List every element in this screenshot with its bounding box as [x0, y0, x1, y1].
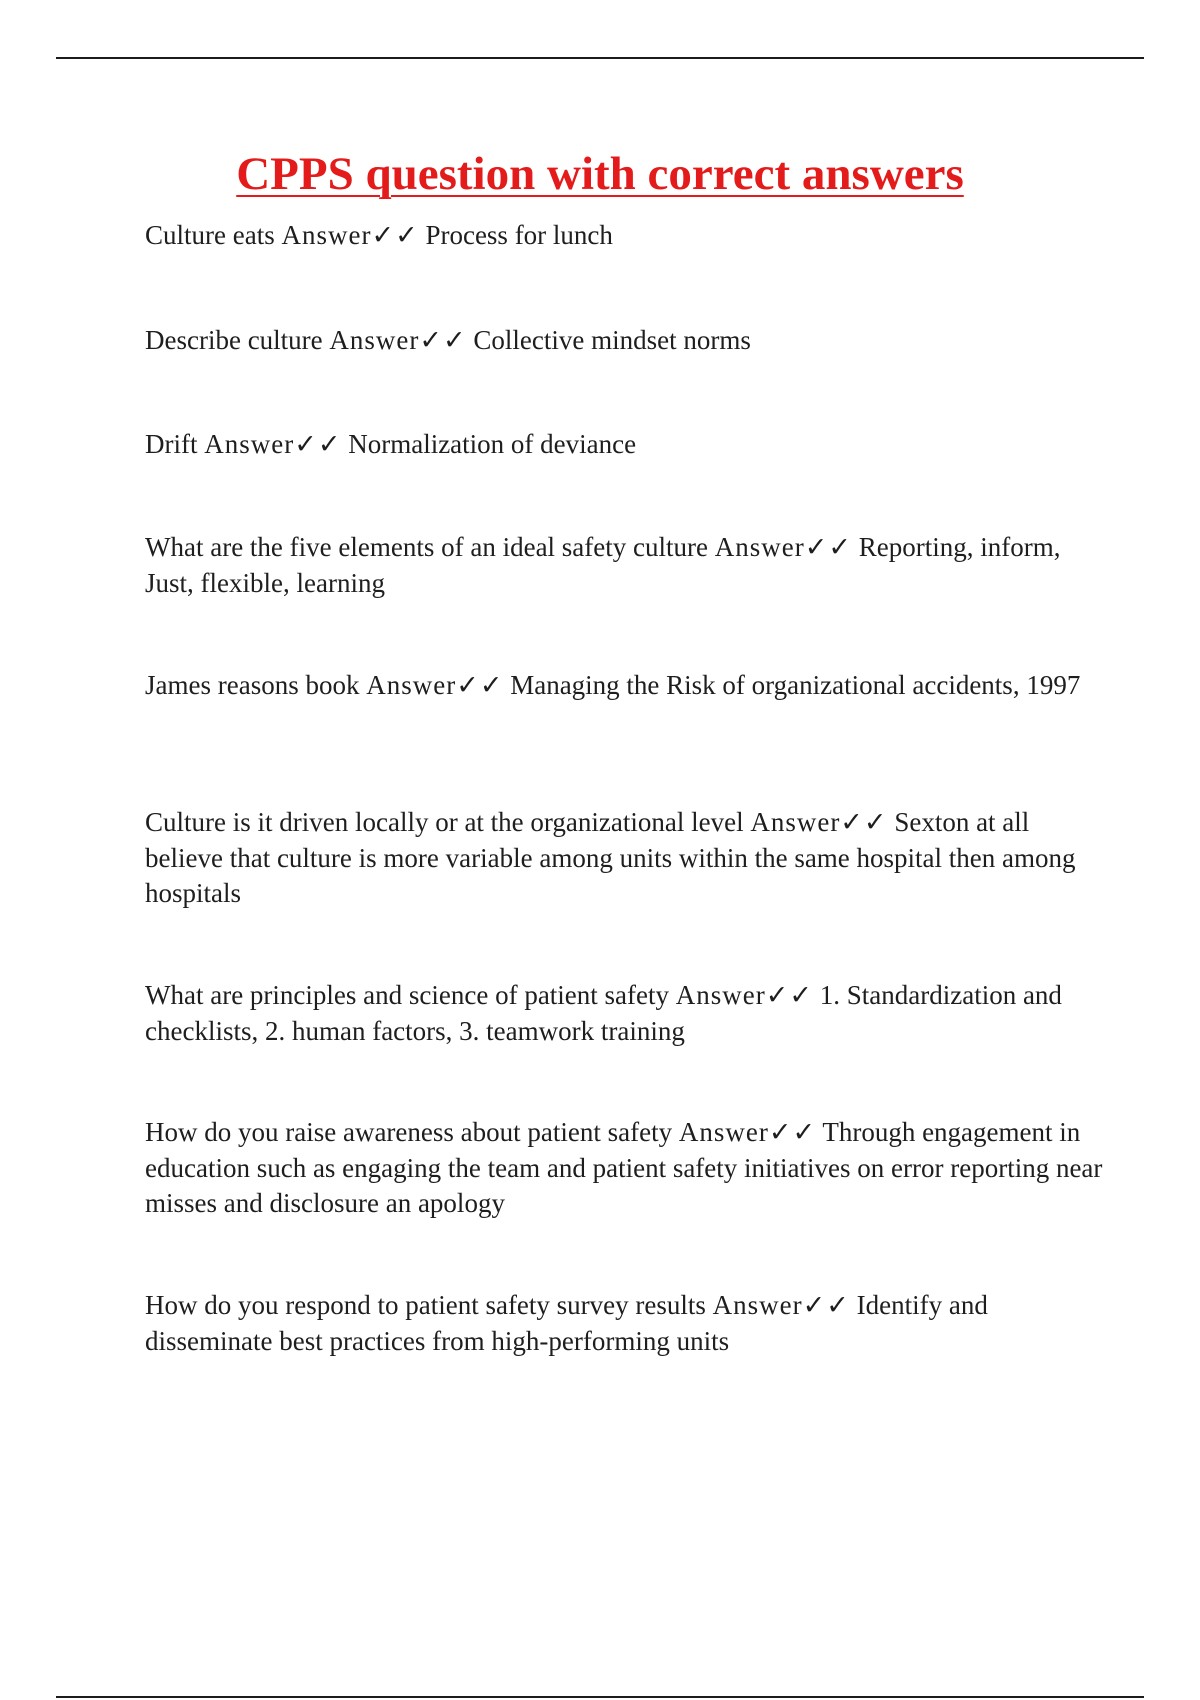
question-text: Describe culture	[145, 325, 323, 355]
qa-item-1	[145, 218, 1105, 254]
footer-rule	[56, 1696, 1144, 1698]
qa-item-8	[145, 1115, 1105, 1222]
answer-text: Through engagement in education such as engaging the team and patient safety initiatives on error reporting near misses and disclosure an apology	[145, 1117, 1103, 1218]
qa-item-6	[145, 805, 1105, 912]
answer-marker: Answer✓✓	[712, 1290, 850, 1320]
answer-marker: Answer✓✓	[714, 532, 852, 562]
qa-item-3	[145, 427, 1105, 463]
answer-marker: Answer✓✓	[329, 325, 467, 355]
answer-text: 1. Standardization and checklists, 2. human factors, 3. teamwork training	[145, 980, 1062, 1046]
answer-marker: Answer✓✓	[750, 807, 888, 837]
question-text: Culture is it driven locally or at the organizational level	[145, 807, 744, 837]
answer-text: Identify and disseminate best practices from high-performing units	[145, 1290, 988, 1356]
answer-text: Managing the Risk of organizational accidents, 1997	[510, 670, 1081, 700]
qa-item-5	[145, 668, 1105, 704]
question-text: James reasons book	[145, 670, 360, 700]
qa-item-2	[145, 323, 1105, 359]
page-title: CPPS question with correct answers	[236, 148, 964, 200]
question-text: Culture eats	[145, 220, 275, 250]
answer-text: Sexton at all believe that culture is more variable among units within the same hospital then among hospitals	[145, 807, 1076, 908]
answer-marker: Answer✓✓	[204, 429, 342, 459]
header-rule	[56, 57, 1144, 59]
qa-item-9	[145, 1288, 1105, 1359]
qa-item-7	[145, 978, 1105, 1049]
answer-text: Reporting, inform, Just, flexible, learning	[145, 532, 1061, 598]
answer-text: Collective mindset norms	[473, 325, 751, 355]
answer-marker: Answer✓✓	[678, 1117, 817, 1147]
answer-marker: Answer✓✓	[675, 980, 813, 1010]
answer-text: Normalization of deviance	[348, 429, 637, 459]
question-text: Drift	[145, 429, 198, 459]
question-text: What are principles and science of patient safety	[145, 980, 670, 1010]
qa-item-4	[145, 530, 1105, 601]
question-text: What are the five elements of an ideal safety culture	[145, 532, 708, 562]
question-text: How do you respond to patient safety survey results	[145, 1290, 706, 1320]
answer-marker: Answer✓✓	[281, 220, 419, 250]
question-text: How do you raise awareness about patient safety	[145, 1117, 673, 1147]
answer-marker: Answer✓✓	[366, 670, 504, 700]
answer-text: Process for lunch	[425, 220, 613, 250]
